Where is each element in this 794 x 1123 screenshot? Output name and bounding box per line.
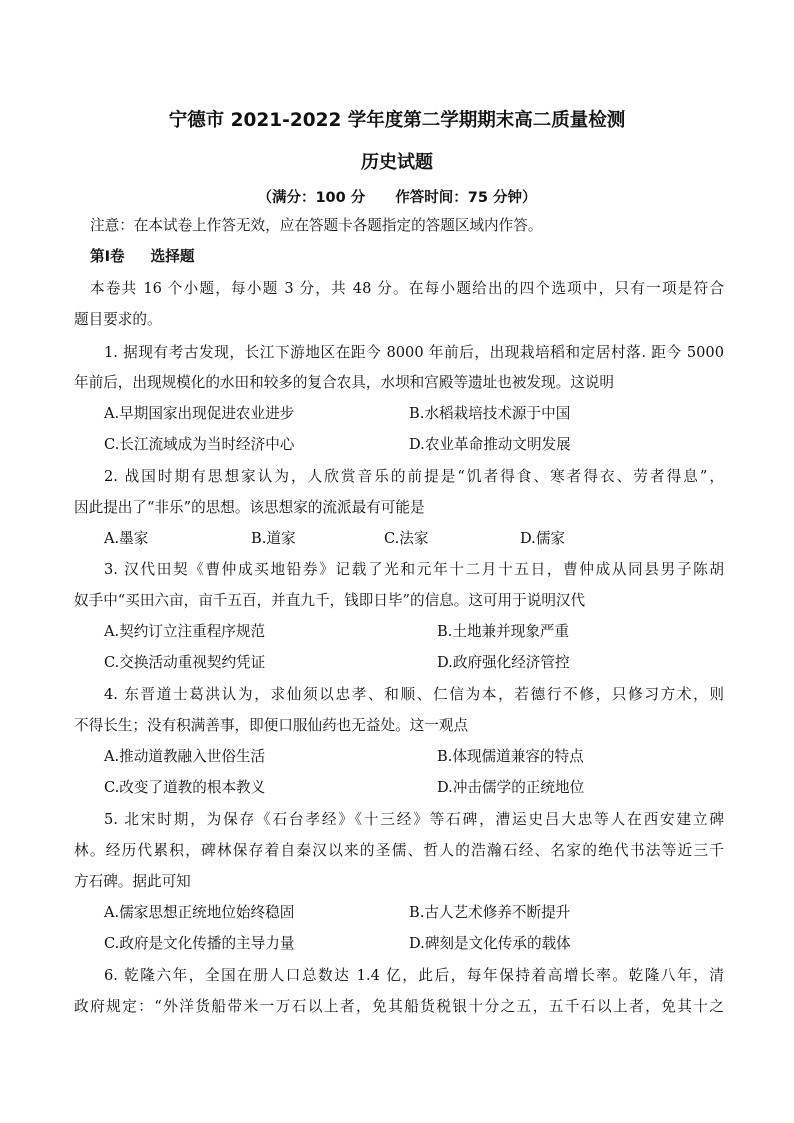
question-1-option-d[interactable]: D.农业革命推动文明发展 — [409, 436, 571, 453]
question-3-option-d[interactable]: D.政府强化经济管控 — [437, 654, 570, 671]
question-1-line: 1. 据现有考古发现，长江下游地区在距今 8000 年前后，出现栽培稻和定居村落. 距今 5000 — [104, 344, 724, 361]
question-2-line: 2. 战国时期有思想家认为，人欣赏音乐的前提是“饥者得食、寒者得衣、劳者得息”， — [104, 468, 724, 485]
section-type: 选择题 — [150, 248, 195, 265]
question-5-line: 5. 北宋时期，为保存《石台孝经》《十三经》等石碑，漕运史吕大忠等人在西安建立碑 — [104, 811, 724, 828]
question-2-line: 因此提出了“非乐”的思想。该思想家的流派最有可能是 — [74, 499, 425, 516]
question-1-option-b[interactable]: B.水稻栽培技术源于中国 — [409, 405, 571, 422]
question-4-line: 不得长生；没有积满善事，即便口服仙药也无益处。这一观点 — [74, 717, 469, 734]
question-3-line: 奴手中“买田六亩，亩千五百，并直九千，钱即日毕”的信息。这可用于说明汉代 — [74, 592, 586, 609]
question-4-option-a[interactable]: A.推动道教融入世俗生活 — [104, 748, 266, 765]
section-intro-line: 本卷共 16 个小题，每小题 3 分，共 48 分。在每小题给出的四个选项中，只有一项是符合 — [90, 280, 724, 297]
exam-title: 宁德市 2021-2022 学年度第二学期期末高二质量检测 — [168, 110, 626, 131]
section-intro-line: 题目要求的。 — [74, 311, 162, 328]
question-5-line: 方石碑。据此可知 — [74, 873, 191, 890]
question-4-option-c[interactable]: C.改变了道教的根本教义 — [104, 779, 266, 796]
question-2-option-b[interactable]: B.道家 — [251, 530, 296, 547]
question-2-option-d[interactable]: D.儒家 — [520, 530, 566, 547]
exam-subject: 历史试题 — [361, 152, 433, 173]
question-5-option-b[interactable]: B.古人艺术修养不断提升 — [409, 904, 571, 921]
notice: 注意：在本试卷上作答无效，应在答题卡各题指定的答题区域内作答。 — [90, 217, 543, 234]
question-5-option-d[interactable]: D.碑刻是文化传承的载体 — [409, 935, 571, 952]
question-1-line: 年前后，出现规模化的水田和较多的复合农具，水坝和宫殿等遗址也被发现。这说明 — [74, 374, 614, 391]
question-6-line: 6. 乾隆六年，全国在册人口总数达 1.4 亿，此后，每年保持着高增长率。乾隆八年，清 — [104, 967, 724, 984]
question-2-option-c[interactable]: C.法家 — [384, 530, 429, 547]
question-4-option-d[interactable]: D.冲击儒学的正统地位 — [437, 779, 585, 796]
exam-time: 作答时间：75 分钟） — [395, 190, 537, 206]
question-5-option-c[interactable]: C.政府是文化传播的主导力量 — [104, 935, 295, 952]
question-1-option-c[interactable]: C.长江流域成为当时经济中心 — [104, 436, 295, 453]
question-1-option-a[interactable]: A.早期国家出现促进农业进步 — [104, 405, 295, 422]
question-3-option-b[interactable]: B.土地兼并现象严重 — [437, 623, 570, 640]
exam-info — [0, 186, 794, 207]
question-5-option-a[interactable]: A.儒家思想正统地位始终稳固 — [104, 904, 295, 921]
section-name: 第Ⅰ卷 — [90, 248, 125, 265]
question-3-option-a[interactable]: A.契约订立注重程序规范 — [104, 623, 266, 640]
question-2-option-a[interactable]: A.墨家 — [104, 530, 149, 547]
question-3-option-c[interactable]: C.交换活动重视契约凭证 — [104, 654, 266, 671]
question-6-line: 政府规定：“外洋货船带米一万石以上者，免其船货税银十分之五，五千石以上者，免其十之 — [74, 998, 724, 1015]
section-heading — [90, 247, 740, 267]
question-4-line: 4. 东晋道士葛洪认为，求仙须以忠孝、和顺、仁信为本，若德行不修，只修习方术，则 — [104, 686, 724, 703]
question-3-line: 3. 汉代田契《曹仲成买地铅券》记载了光和元年十二月十五日，曹仲成从同县男子陈胡 — [104, 561, 724, 578]
exam-score: （满分：100 分 — [257, 190, 366, 206]
question-5-line: 林。经历代累积，碑林保存着自秦汉以来的圣儒、哲人的浩瀚石经、名家的绝代书法等近三千 — [74, 842, 724, 859]
question-4-option-b[interactable]: B.体现儒道兼容的特点 — [437, 748, 584, 765]
